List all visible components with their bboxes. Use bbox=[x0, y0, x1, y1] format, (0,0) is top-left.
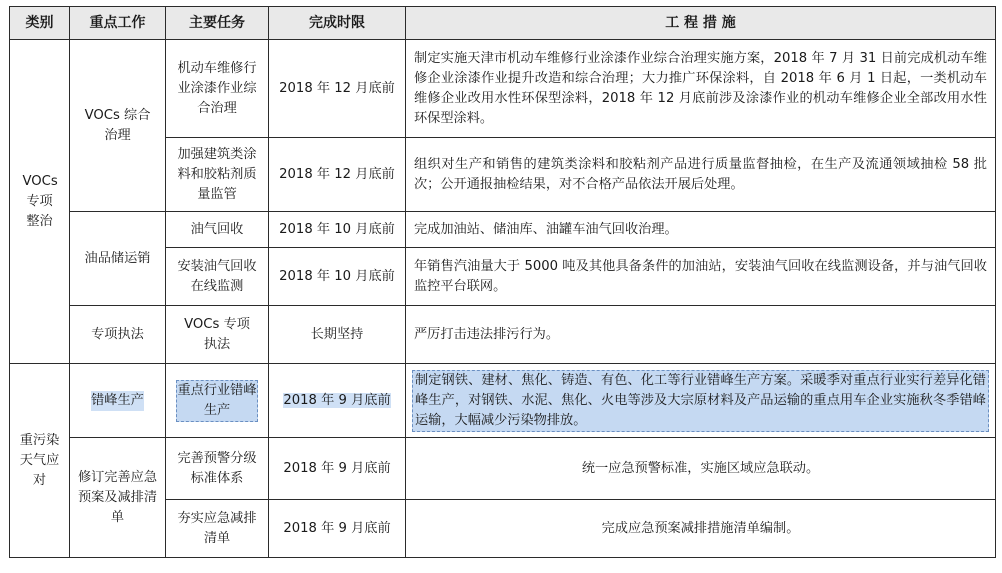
task-label: 安装油气回收在线监测 bbox=[177, 258, 257, 294]
header-row bbox=[10, 7, 996, 40]
task-cell bbox=[166, 138, 269, 212]
task-label: 加强建筑类涂料和胶粘剂质量监管 bbox=[177, 146, 257, 202]
task-label: 夯实应急减排清单 bbox=[177, 510, 257, 546]
deadline-cell: 长期坚持 bbox=[269, 306, 406, 364]
table-row bbox=[10, 40, 996, 138]
task-cell bbox=[166, 40, 269, 138]
header-deadline: 完成时限 bbox=[269, 7, 406, 40]
category-label: 重污染天气应对 bbox=[19, 432, 60, 488]
header-key-work: 重点工作 bbox=[70, 7, 166, 40]
deadline-label: 2018 年 9 月底前 bbox=[283, 392, 391, 408]
task-label: 机动车维修行业涂漆作业综合治理 bbox=[177, 60, 257, 116]
category-cell-vocs bbox=[10, 40, 70, 364]
measure-cell: 组织对生产和销售的建筑类涂料和胶粘剂产品进行质量监督抽检，在生产及流通领域抽检 58 批次；公开通报抽检结果，对不合格产品依法开展后处理。 bbox=[406, 138, 996, 212]
key-work-cell bbox=[70, 364, 166, 438]
key-work-label: 油品储运销 bbox=[84, 250, 151, 266]
table-row bbox=[10, 306, 996, 364]
deadline-cell: 2018 年 9 月底前 bbox=[269, 500, 406, 558]
key-work-cell bbox=[70, 212, 166, 306]
measure-cell: 制定实施天津市机动车维修行业涂漆作业综合治理实施方案，2018 年 7 月 31 日前完成机动车维修企业涂漆作业提升改造和综合治理；大力推广环保涂料，自 2018 年 6 月 1 日起，一类机动车维修企业改用水性环保型涂料，2018 年 12 月底前涉及涂漆作业的机动车维修企业全部改用水性环保型涂料。 bbox=[406, 40, 996, 138]
task-label: 重点行业错峰生产 bbox=[176, 380, 258, 422]
key-work-cell bbox=[70, 438, 166, 558]
table-row bbox=[10, 438, 996, 500]
deadline-cell: 2018 年 12 月底前 bbox=[269, 40, 406, 138]
measure-cell: 年销售汽油量大于 5000 吨及其他具备条件的加油站，安装油气回收在线监测设备，并与油气回收监控平台联网。 bbox=[406, 248, 996, 306]
key-work-label: 修订完善应急预案及减排清单 bbox=[77, 469, 158, 525]
category-label: VOCs专项整治 bbox=[22, 173, 58, 229]
measure-cell: 严厉打击违法排污行为。 bbox=[406, 306, 996, 364]
emission-measures-table bbox=[9, 6, 996, 558]
measure-cell: 完成加油站、储油库、油罐车油气回收治理。 bbox=[406, 212, 996, 248]
key-work-label: VOCs 综合治理 bbox=[84, 107, 151, 143]
task-label: 油气回收 bbox=[190, 221, 244, 237]
table-row bbox=[10, 212, 996, 248]
task-label: VOCs 专项执法 bbox=[184, 316, 250, 352]
deadline-cell: 2018 年 12 月底前 bbox=[269, 138, 406, 212]
table-row-selected bbox=[10, 364, 996, 438]
task-cell bbox=[166, 500, 269, 558]
header-category: 类别 bbox=[10, 7, 70, 40]
task-cell bbox=[166, 306, 269, 364]
measure-cell bbox=[406, 364, 996, 438]
task-cell bbox=[166, 364, 269, 438]
deadline-cell: 2018 年 10 月底前 bbox=[269, 248, 406, 306]
task-cell bbox=[166, 438, 269, 500]
task-cell bbox=[166, 248, 269, 306]
header-main-task: 主要任务 bbox=[166, 7, 269, 40]
task-cell bbox=[166, 212, 269, 248]
deadline-cell bbox=[269, 364, 406, 438]
measure-cell: 统一应急预警标准，实施区域应急联动。 bbox=[406, 438, 996, 500]
measure-cell: 完成应急预案减排措施清单编制。 bbox=[406, 500, 996, 558]
key-work-label: 专项执法 bbox=[91, 326, 144, 342]
key-work-cell bbox=[70, 40, 166, 212]
task-label: 完善预警分级标准体系 bbox=[177, 450, 257, 486]
key-work-label: 错峰生产 bbox=[91, 391, 144, 411]
measure-text-selected: 制定钢铁、建材、焦化、铸造、有色、化工等行业错峰生产方案。采暖季对重点行业实行差异化错峰生产，对钢铁、水泥、焦化、火电等涉及大宗原材料及产品运输的重点用车企业实施秋冬季错峰运输，大幅减少污染物排放。 bbox=[412, 370, 989, 432]
category-cell-heavy-pollution bbox=[10, 364, 70, 558]
deadline-cell: 2018 年 10 月底前 bbox=[269, 212, 406, 248]
key-work-cell bbox=[70, 306, 166, 364]
deadline-cell: 2018 年 9 月底前 bbox=[269, 438, 406, 500]
header-measures: 工 程 措 施 bbox=[406, 7, 996, 40]
